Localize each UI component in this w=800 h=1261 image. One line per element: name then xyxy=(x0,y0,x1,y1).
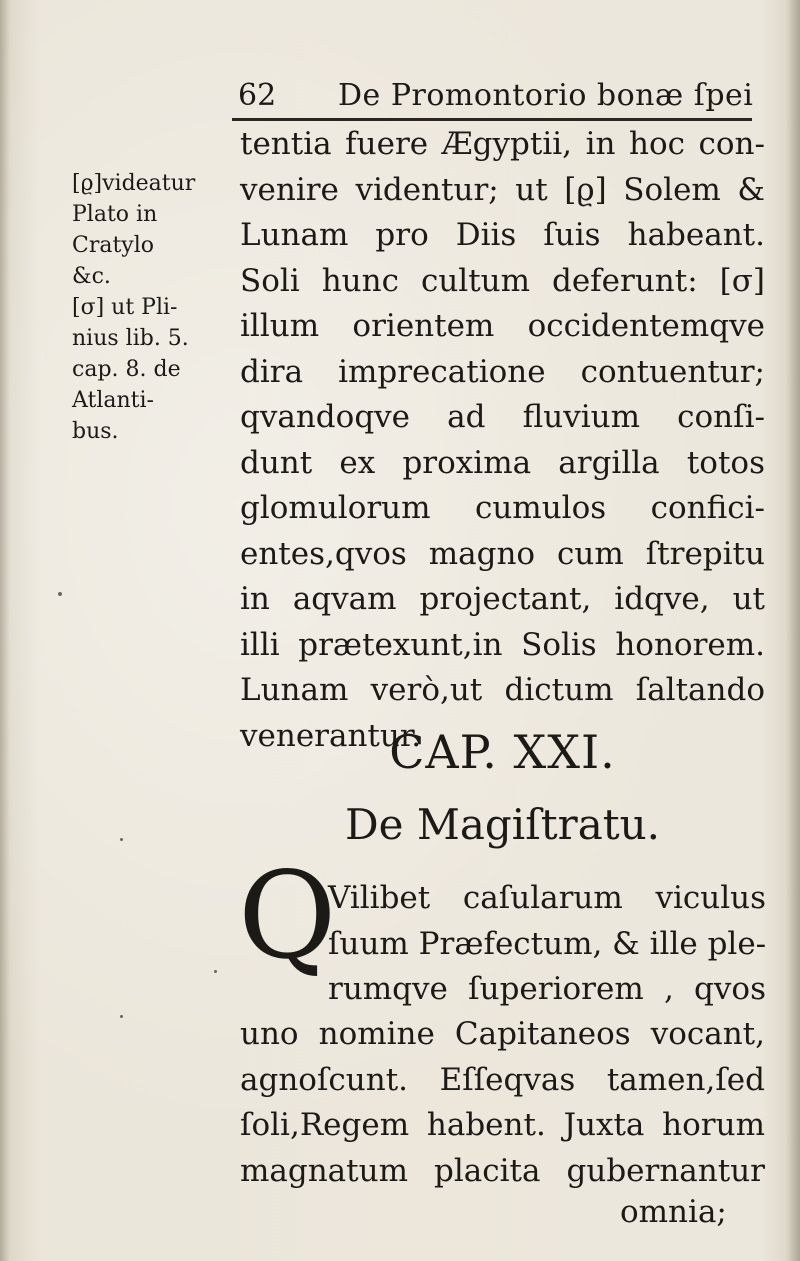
body-text-block xyxy=(240,1012,765,1194)
scan-speck xyxy=(120,1015,123,1018)
text-line: Soli hunc cultum deferunt: [σ] xyxy=(240,262,765,299)
marginal-note xyxy=(72,168,222,447)
text-line: dunt ex proxima argilla totos xyxy=(240,444,765,481)
marginal-line: bus. xyxy=(72,419,119,444)
page-shadow-right xyxy=(786,0,800,1261)
text-line: agnoſcunt. Eſſeqvas tamen,ſed xyxy=(240,1061,765,1098)
chapter-title: CAP. XXI. xyxy=(389,725,616,779)
text-line: dira imprecatione contuentur; xyxy=(240,353,765,390)
drop-cap: Q xyxy=(238,847,337,986)
marginal-line: [ϱ]videatur xyxy=(72,171,196,196)
text-line: entes,qvos magno cum ſtrepitu xyxy=(240,535,765,572)
page-shadow-left xyxy=(0,0,10,1261)
marginal-line: Plato in xyxy=(72,202,158,227)
text-line: Lunam verò,ut dictum ſaltando xyxy=(240,672,765,708)
text-line: ſuum Præfectum, & ille ple- xyxy=(328,925,767,962)
text-line: venire videntur; ut [ϱ] Solem & xyxy=(240,171,765,208)
marginal-line: &c. xyxy=(72,264,111,289)
page-header xyxy=(238,72,758,112)
text-line: illi prætexunt,in Solis honorem. xyxy=(240,626,765,663)
text-line: Lunam pro Diis ſuis habeant. xyxy=(240,217,765,253)
text-line: magnatum placita gubernantur xyxy=(240,1152,765,1189)
text-line: rumqve ſuperiorem , qvos xyxy=(328,971,766,1007)
marginal-line: Atlanti- xyxy=(72,388,154,413)
marginal-line: cap. 8. de xyxy=(72,357,181,382)
catchword: omnia; xyxy=(620,1194,727,1230)
marginal-line: nius lib. 5. xyxy=(72,326,189,351)
text-line: tentia fuere Ægyptii, in hoc con- xyxy=(240,126,765,162)
scan-speck xyxy=(120,838,123,841)
chapter-subtitle: De Magiſtratu. xyxy=(344,800,661,849)
initial-text-block xyxy=(328,876,766,1013)
header-rule xyxy=(232,118,752,121)
marginal-line: Cratylo xyxy=(72,233,155,258)
marginal-line: [σ] ut Pli- xyxy=(72,295,178,320)
scan-speck xyxy=(58,592,62,596)
running-head: De Promontorio bonæ ſpei xyxy=(338,78,754,113)
text-line: venerantur. xyxy=(240,717,422,754)
text-line: glomulorum cumulos confici- xyxy=(240,490,765,526)
text-line: illum orientem occidentemqve xyxy=(240,308,765,344)
scan-speck xyxy=(214,970,217,973)
text-line: ſoli,Regem habent. Juxta horum xyxy=(240,1107,765,1143)
text-line: qvandoqve ad fluvium conſi- xyxy=(240,399,765,435)
text-line: Vilibet caſularum viculus xyxy=(328,880,766,916)
text-line: uno nomine Capitaneos vocant, xyxy=(240,1016,765,1052)
text-line: in aqvam projectant, idqve, ut xyxy=(240,581,765,617)
main-text-block xyxy=(240,122,765,759)
page-number: 62 xyxy=(238,78,277,113)
